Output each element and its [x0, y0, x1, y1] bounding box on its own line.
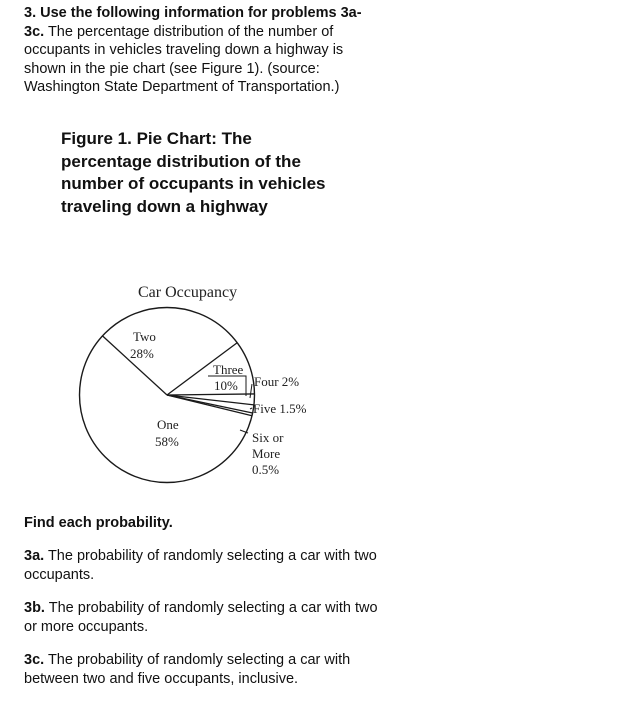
questions-section	[24, 514, 384, 703]
label-six-pct: 0.5%	[252, 462, 280, 477]
label-four: Four 2%	[254, 374, 300, 389]
chart-title: Car Occupancy	[138, 284, 238, 301]
question-3c	[24, 651, 384, 689]
slice-boundary-four	[167, 394, 254, 395]
question-text: The probability of randomly selecting a car with two occupants.	[24, 548, 377, 583]
question-label: 3b.	[24, 600, 45, 616]
question-label: 3c.	[24, 652, 45, 668]
label-two-pct: 28%	[130, 346, 154, 361]
question-3b	[24, 599, 384, 637]
pie-chart	[0, 270, 400, 485]
question-text: The probability of randomly selecting a car with between two and five occupants, inclusive.	[24, 652, 351, 687]
label-six-line1: Six or	[252, 430, 284, 445]
slice-boundary-five	[167, 395, 254, 405]
question-3a	[24, 547, 384, 585]
problem-number: 3. Use the following information for problems 3a-3c.	[24, 5, 362, 40]
problem-intro	[24, 4, 374, 97]
label-three-pct: 10%	[214, 378, 238, 393]
slice-boundary-two	[102, 336, 167, 395]
label-one-name: One	[157, 417, 179, 432]
questions-heading: Find each probability.	[24, 515, 173, 531]
label-two-name: Two	[133, 329, 156, 344]
label-six-line2: More	[252, 446, 281, 461]
question-text: The probability of randomly selecting a car with two or more occupants.	[24, 600, 378, 635]
label-one-pct: 58%	[155, 434, 179, 449]
leader-five	[250, 408, 252, 409]
label-five: Five 1.5%	[253, 401, 307, 416]
problem-text: The percentage distribution of the number of occupants in vehicles traveling down a highway is shown in the pie chart (see Figure 1). (source: Washington State Department of Transportation.)	[24, 23, 344, 95]
slice-boundary-one	[167, 395, 252, 416]
leader-four	[250, 384, 252, 398]
figure-caption: Figure 1. Pie Chart: The percentage distribution of the number of occupants in vehicles traveling down a highway	[61, 129, 326, 216]
label-three-name: Three	[213, 362, 244, 377]
question-label: 3a.	[24, 548, 45, 564]
